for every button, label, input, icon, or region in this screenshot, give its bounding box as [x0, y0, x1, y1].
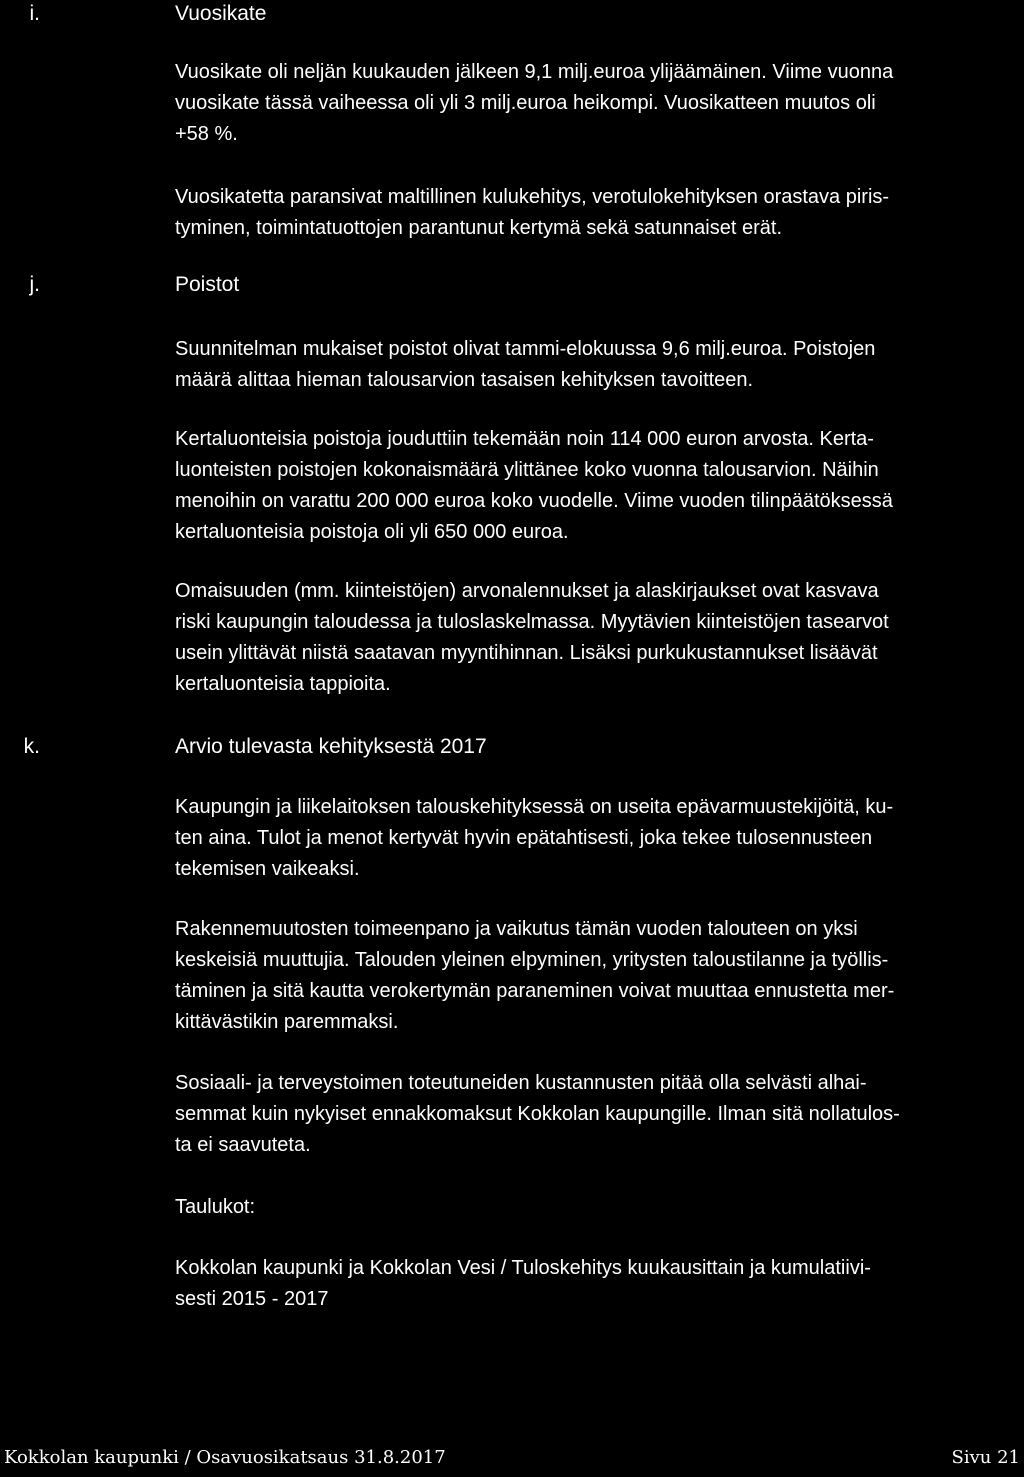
text-line: Kertaluonteisia poistoja jouduttiin tekemään noin 114 000 euron arvosta. Kerta-	[175, 428, 874, 450]
text-line: kertaluonteisia tappioita.	[175, 673, 391, 695]
footer-page-number: Sivu 21	[951, 1447, 1020, 1468]
text-line: Rakennemuutosten toimeenpano ja vaikutus tämän vuoden talouteen on yksi	[175, 918, 858, 940]
text-line: usein ylittävät niistä saatavan myyntihinnan. Lisäksi purkukustannukset lisäävät	[175, 642, 878, 664]
text-line: Sosiaali- ja terveystoimen toteutuneiden kustannusten pitää olla selvästi alhai-	[175, 1072, 867, 1094]
text-line: Omaisuuden (mm. kiinteistöjen) arvonalennukset ja alaskirjaukset ovat kasvava	[175, 580, 879, 602]
paragraph	[175, 57, 1015, 150]
tables-label	[175, 1192, 1015, 1223]
text-line: ta ei saavuteta.	[175, 1134, 311, 1156]
text-line: vuosikate tässä vaiheessa oli yli 3 milj.euroa heikompi. Vuosikatteen muutos oli	[175, 92, 876, 114]
footer-document-title: Kokkolan kaupunki / Osavuosikatsaus 31.8.2017	[4, 1447, 446, 1468]
text-line: kittävästikin paremmaksi.	[175, 1011, 399, 1033]
section-title: Poistot	[175, 273, 240, 296]
text-line: Taulukot:	[175, 1196, 256, 1218]
text-line: Suunnitelman mukaiset poistot olivat tammi-elokuussa 9,6 milj.euroa. Poistojen	[175, 338, 876, 360]
text-line: menoihin on varattu 200 000 euroa koko vuodelle. Viime vuoden tilinpäätöksessä	[175, 490, 893, 512]
text-line: kertaluonteisia poistoja oli yli 650 000 euroa.	[175, 521, 569, 543]
text-line: riski kaupungin taloudessa ja tuloslaskelmassa. Myytävien kiinteistöjen tasearvot	[175, 611, 889, 633]
paragraph	[175, 1068, 1015, 1161]
paragraph	[175, 914, 1015, 1038]
text-line: semmat kuin nykyiset ennakkomaksut Kokkolan kaupungille. Ilman sitä nollatulos-	[175, 1103, 900, 1125]
text-line: sesti 2015 - 2017	[175, 1288, 329, 1310]
text-line: +58 %.	[175, 123, 238, 145]
text-line: Kokkolan kaupunki ja Kokkolan Vesi / Tuloskehitys kuukausittain ja kumulatiivi-	[175, 1257, 871, 1279]
paragraph	[175, 792, 1015, 885]
text-line: Vuosikatetta paransivat maltillinen kulukehitys, verotulokehityksen orastava piris-	[175, 186, 890, 208]
text-line: luonteisten poistojen kokonaismäärä ylittänee koko vuonna talousarvion. Näihin	[175, 459, 879, 481]
page-footer	[0, 1443, 1024, 1473]
table-caption	[175, 1253, 1015, 1315]
text-line: Vuosikate oli neljän kuukauden jälkeen 9,1 milj.euroa ylijäämäinen. Viime vuonna	[175, 61, 894, 83]
text-line: tekemisen vaikeaksi.	[175, 858, 360, 880]
text-line: määrä alittaa hieman talousarvion tasaisen kehityksen tavoitteen.	[175, 369, 754, 391]
section-title: Vuosikate	[175, 2, 267, 25]
paragraph	[175, 334, 1015, 396]
text-line: Kaupungin ja liikelaitoksen talouskehityksessä on useita epävarmuustekijöitä, ku-	[175, 796, 894, 818]
section-marker: i.	[29, 2, 40, 25]
paragraph	[175, 576, 1015, 700]
text-line: keskeisiä muuttujia. Talouden yleinen elpyminen, yritysten taloustilanne ja työllis-	[175, 949, 889, 971]
paragraph	[175, 182, 1015, 244]
text-line: tyminen, toimintatuottojen parantunut kertymä sekä satunnaiset erät.	[175, 217, 783, 239]
paragraph	[175, 424, 1015, 548]
text-line: täminen ja sitä kautta verokertymän paraneminen voivat muuttaa ennustetta mer-	[175, 980, 895, 1002]
text-line: ten aina. Tulot ja menot kertyvät hyvin epätahtisesti, joka tekee tulosennusteen	[175, 827, 873, 849]
section-title: Arvio tulevasta kehityksestä 2017	[175, 735, 487, 758]
section-marker: k.	[23, 735, 40, 758]
section-marker: j.	[29, 273, 40, 296]
